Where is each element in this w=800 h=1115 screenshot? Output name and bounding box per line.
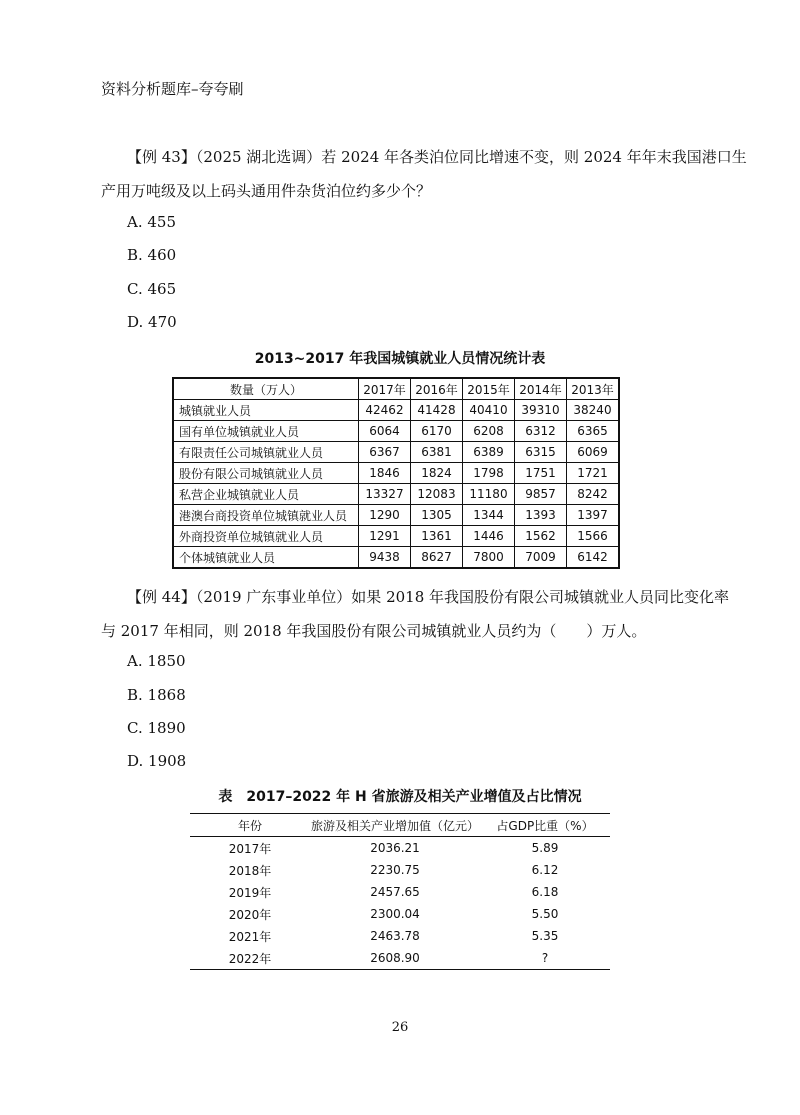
table-row — [190, 947, 610, 970]
table-cell: 1751 — [515, 463, 567, 484]
table-cell: 2230.75 — [370, 863, 420, 877]
table-cell: 5.35 — [531, 929, 559, 943]
table-row — [190, 881, 610, 903]
table-cell: 2022年 — [190, 947, 310, 970]
table-cell: 6.18 — [531, 885, 559, 899]
table-cell: 40410 — [463, 400, 515, 421]
question-44-line-2: 与 2017 年相同，则 2018 年我国股份有限公司城镇就业人员约为（ ）万人。 — [101, 622, 647, 640]
table-cell: 6312 — [515, 421, 567, 442]
row-label: 外商投资单位城镇就业人员 — [173, 526, 359, 547]
row-label: 国有单位城镇就业人员 — [173, 421, 359, 442]
table-cell: 1290 — [359, 505, 411, 526]
table-cell: 8627 — [411, 547, 463, 569]
row-label: 股份有限公司城镇就业人员 — [173, 463, 359, 484]
table-cell: 41428 — [411, 400, 463, 421]
table-row — [173, 547, 619, 569]
table-row — [190, 837, 610, 860]
question-44-line-1: 【例 44】（2019 广东事业单位）如果 2018 年我国股份有限公司城镇就业人员同比变化率 — [127, 588, 730, 606]
question-43-option-a: A. 455 — [127, 213, 176, 231]
table-cell: 2018年 — [228, 863, 272, 878]
question-43-option-b: B. 460 — [127, 246, 177, 264]
table-cell: 1562 — [515, 526, 567, 547]
table-cell: 42462 — [359, 400, 411, 421]
question-44-option-d: D. 1908 — [127, 752, 187, 770]
table-cell: 2463.78 — [370, 929, 420, 943]
table-cell: 2019年 — [228, 885, 272, 900]
question-43-line-2: 产用万吨级及以上码头通用件杂货泊位约多少个？ — [101, 182, 432, 200]
table-cell: 7009 — [515, 547, 567, 569]
question-44-option-b: B. 1868 — [127, 686, 186, 704]
row-label: 城镇就业人员 — [173, 400, 359, 421]
table-row — [190, 859, 610, 881]
table-header-cell: 2013年 — [567, 378, 620, 400]
table-cell: 12083 — [411, 484, 463, 505]
table-1-title: 2013~2017 年我国城镇就业人员情况统计表 — [254, 351, 546, 367]
table-header-row — [173, 378, 619, 400]
table-cell: 9857 — [515, 484, 567, 505]
table-cell: 1361 — [411, 526, 463, 547]
table-cell: 8242 — [567, 484, 620, 505]
table-cell: 1397 — [567, 505, 620, 526]
table-cell: 6381 — [411, 442, 463, 463]
table-cell: 2036.21 — [370, 841, 420, 855]
table-cell: 6367 — [359, 442, 411, 463]
table-cell: 1344 — [463, 505, 515, 526]
table-row — [173, 421, 619, 442]
table-cell: 9438 — [359, 547, 411, 569]
table-cell: 6.12 — [531, 863, 559, 877]
table-header-cell: 数量（万人） — [173, 378, 359, 400]
table-cell: 38240 — [567, 400, 620, 421]
table-cell: 2300.04 — [370, 907, 420, 921]
table-cell: 1393 — [515, 505, 567, 526]
row-label: 个体城镇就业人员 — [173, 547, 359, 569]
table-cell: 2608.90 — [310, 947, 480, 970]
table-cell: 6170 — [411, 421, 463, 442]
question-43-line-1: 【例 43】（2025 湖北选调）若 2024 年各类泊位同比增速不变，则 2024 年年末我国港口生 — [127, 148, 747, 166]
table-cell: 6389 — [463, 442, 515, 463]
table-2-title: 表 2017–2022 年 H 省旅游及相关产业增值及占比情况 — [218, 789, 582, 805]
table-cell: 6208 — [463, 421, 515, 442]
row-label: 私营企业城镇就业人员 — [173, 484, 359, 505]
table-cell: ? — [480, 947, 610, 970]
table-header-cell: 2016年 — [411, 378, 463, 400]
row-label: 有限责任公司城镇就业人员 — [173, 442, 359, 463]
table-cell: 6365 — [567, 421, 620, 442]
table-cell: 5.50 — [531, 907, 559, 921]
table-cell: 1446 — [463, 526, 515, 547]
table-cell: 1566 — [567, 526, 620, 547]
table-cell: 7800 — [463, 547, 515, 569]
table-header-cell: 2015年 — [463, 378, 515, 400]
table-cell: 1305 — [411, 505, 463, 526]
table-cell: 1721 — [567, 463, 620, 484]
question-44-option-a: A. 1850 — [127, 652, 186, 670]
table-cell: 13327 — [359, 484, 411, 505]
table-cell: 39310 — [515, 400, 567, 421]
question-43-option-d: D. 470 — [127, 313, 177, 331]
table-cell: 1824 — [411, 463, 463, 484]
table-cell: 1798 — [463, 463, 515, 484]
table-cell: 1291 — [359, 526, 411, 547]
table-cell: 2021年 — [228, 929, 272, 944]
table-cell: 6069 — [567, 442, 620, 463]
table-row — [190, 925, 610, 947]
table-cell: 2457.65 — [370, 885, 420, 899]
table-header-cell: 年份 — [190, 814, 310, 837]
table-row — [173, 484, 619, 505]
page-number: 26 — [391, 1020, 409, 1035]
tourism-table — [190, 813, 610, 970]
table-header-row — [190, 814, 610, 837]
table-row — [190, 903, 610, 925]
table-header-cell: 占GDP比重（%） — [480, 814, 610, 837]
table-row — [173, 505, 619, 526]
table-cell: 1846 — [359, 463, 411, 484]
question-44-option-c: C. 1890 — [127, 719, 186, 737]
table-cell: 6315 — [515, 442, 567, 463]
table-cell: 2017年 — [228, 841, 272, 856]
row-label: 港澳台商投资单位城镇就业人员 — [173, 505, 359, 526]
table-cell: 2020年 — [228, 907, 272, 922]
table-cell: 5.89 — [531, 841, 559, 855]
table-header-cell: 2014年 — [515, 378, 567, 400]
question-43-option-c: C. 465 — [127, 280, 177, 298]
table-row — [173, 526, 619, 547]
table-row — [173, 400, 619, 421]
table-header-cell: 旅游及相关产业增加值（亿元） — [310, 814, 480, 837]
table-row — [173, 463, 619, 484]
page-header: 资料分析题库–夸夸刷 — [101, 80, 244, 98]
employment-table — [172, 377, 620, 569]
table-cell: 6142 — [567, 547, 620, 569]
table-row — [173, 442, 619, 463]
table-cell: 11180 — [463, 484, 515, 505]
table-cell: 6064 — [359, 421, 411, 442]
table-header-cell: 2017年 — [359, 378, 411, 400]
